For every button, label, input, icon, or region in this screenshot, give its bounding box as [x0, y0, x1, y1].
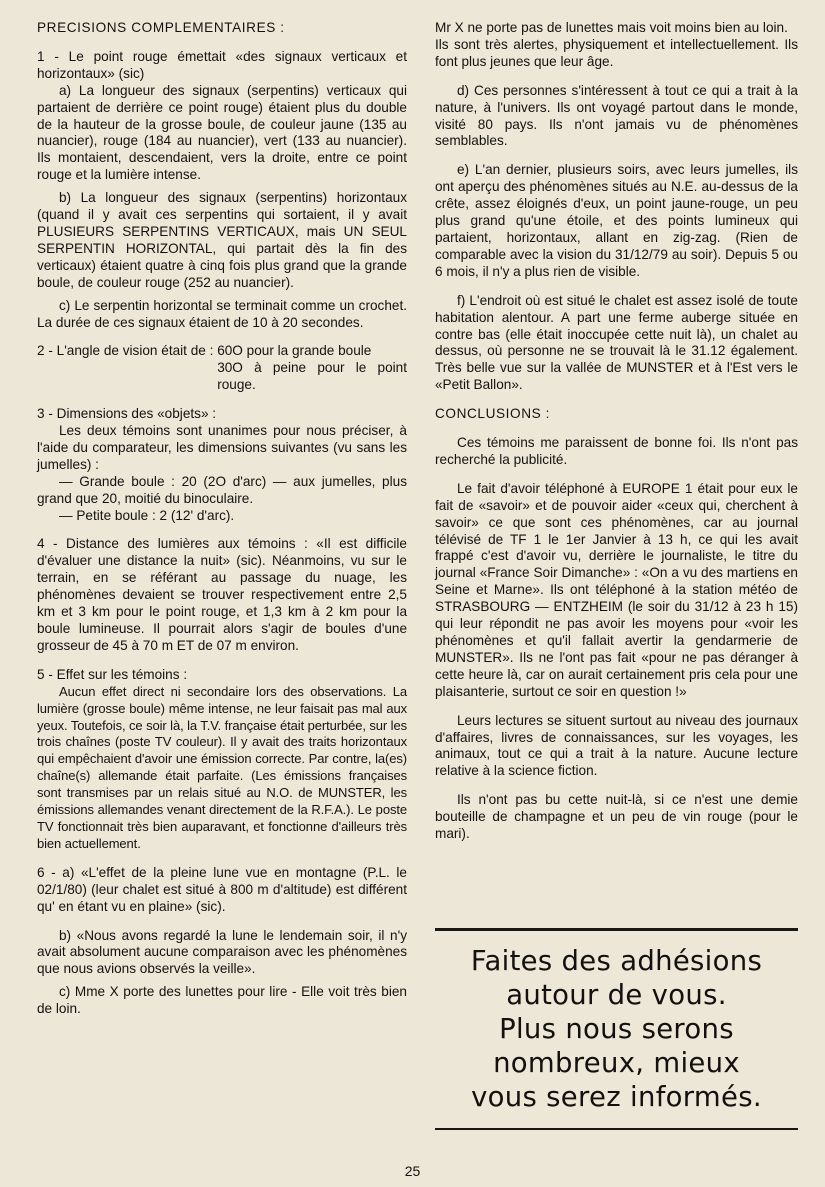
item-f: f) L'endroit où est situé le chalet est assez isolé de toute habitation alentour. A part une ferme auberge située en contre bas (elle était inoccupée cette nuit là), un chalet au dessus, où personne ne se trouvait là le 31.12 également. Très belle vue sur la vallée de MUNSTER et à l'Est vers le «Petit Ballon». — [435, 292, 798, 393]
item-6c: c) Mme X porte des lunettes pour lire - Elle voit très bien de loin. — [37, 984, 407, 1017]
promo-line-3: Plus nous serons — [499, 1013, 734, 1045]
promo-line-4: nombreux, mieux — [493, 1047, 740, 1079]
item-2-line-1: 60O pour la grande boule — [217, 343, 372, 359]
conclusions-heading: CONCLUSIONS : — [435, 406, 551, 422]
promo-line-2: autour de vous. — [506, 979, 727, 1011]
right-column — [435, 20, 798, 843]
page-number: 25 — [404, 1163, 421, 1179]
item-5-body: Aucun effet direct ni secondaire lors des observations. La lumière (grosse boule) même intense, ne leur faisait pas mal aux yeux. Toutefois, ce soir là, la T.V. française était perturbée, sur les trois chaînes (poste TV couleur). Il y avait des traits horizontaux qui empêchaient d'avoir une émission correcte. Par contre, la(es) chaîne(s) allemande était parfaite. (Les émissions françaises sont transmises par un relais situé au N.O. de MUNSTER, les émissions allemandes venant directement de la R.F.A.). Le poste TV fonctionnait très bien auparavant, et fonctionne d'ailleurs très bien actuellement. — [37, 683, 407, 851]
item-1c: c) Le serpentin horizontal se terminait comme un crochet. La durée de ces signaux étaient de 10 à 20 secondes. — [37, 297, 407, 330]
conclusion-1: Ces témoins me paraissent de bonne foi. Ils n'ont pas recherché la publicité. — [435, 435, 798, 467]
item-6b: b) «Nous avons regardé la lune le lendemain soir, il n'y avait absolument aucune comparaison avec les phénomènes que nous avions observés la veille». — [37, 927, 407, 977]
item-2-angle — [37, 343, 407, 394]
paragraph-glasses: Mr X ne porte pas de lunettes mais voit moins bien au loin. — [435, 20, 788, 35]
item-3-big-sphere: — Grande boule : 20 (2O d'arc) — aux jumelles, plus grand que 20, moitié du binoculaire. — [37, 473, 407, 506]
item-3-intro: 3 - Dimensions des «objets» : — [37, 406, 217, 422]
item-4-distance: 4 - Distance des lumières aux témoins : «Il est difficile d'évaluer une distance la nuit» (sic). Néanmoins, vu sur le terrain, en se référant au passage du nuage, les phénomènes devaient se trouver respectivement entre 2,5 km et 3 km pour le point rouge, et 1,3 km à 2 km pour la boule lumineuse. Il pourrait alors s'agir de boules d'une grosseur de 45 à 70 m ET de 07 m environ. — [37, 536, 407, 653]
item-6a: 6 - a) «L'effet de la pleine lune vue en montagne (P.L. le 02/1/80) (leur chalet est situé à 800 m d'altitude) est différent qu' en étant vu en plaine» (sic). — [37, 864, 407, 914]
promo-line-5: vous serez informés. — [471, 1081, 762, 1113]
conclusion-4: Ils n'ont pas bu cette nuit-là, si ce n'est une demie bouteille de champagne et un peu de vin rouge (pour le mari). — [435, 792, 798, 842]
item-d: d) Ces personnes s'intéressent à tout ce qui a trait à la nature, à l'univers. Ils ont voyagé partout dans le monde, visité 80 pays. Ils n'ont jamais vu de phénomènes semblables. — [435, 82, 798, 149]
item-e: e) L'an dernier, plusieurs soirs, avec leurs jumelles, ils ont aperçu des phénomènes situés au N.E. au-dessus de la crête, assez éloignés d'eux, un point jaune-rouge, un peu plus grand qu'une étoile, et des points lumineux qui partaient, horizontaux, allant en zig-zag. (Rien de comparable avec la vision du 31/12/79 au soir). Depuis 5 ou 6 mois, il n'y a plus rien de visible. — [435, 162, 798, 279]
conclusion-3: Leurs lectures se situent surtout au niveau des journaux d'affaires, livres de connaissances, sur les voyages, les animaux, tout ce qui a trait à la nature. Aucune lecture relative à la science fiction. — [435, 712, 798, 779]
item-3-body: Les deux témoins sont unanimes pour nous préciser, à l'aide du comparateur, les dimensions suivantes (vu sans les jumelles) : — [37, 423, 407, 472]
item-5-intro: 5 - Effet sur les témoins : — [37, 666, 188, 682]
left-column — [37, 20, 407, 1018]
item-1-intro: 1 - Le point rouge émettait «des signaux verticaux et horizontaux» (sic) — [37, 48, 407, 81]
paragraph-alert: Ils sont très alertes, physiquement et intellectuellement. Ils font plus jeunes que leur âge. — [435, 36, 798, 69]
item-2-line-2: 30O à peine pour le point rouge. — [217, 360, 407, 393]
promo-line-1: Faites des adhésions — [470, 945, 763, 977]
section-heading: PRECISIONS COMPLEMENTAIRES : — [37, 20, 285, 35]
promo-text — [435, 944, 798, 1114]
item-2-label: 2 - L'angle de vision était de : — [37, 343, 218, 359]
membership-promo — [435, 928, 798, 1130]
conclusion-2: Le fait d'avoir téléphoné à EUROPE 1 était pour eux le fait de «savoir» et de pouvoir aider «ceux qui, cherchent à savoir» ce que sont ces phénomènes, car au journal télévisé de TF 1 le 1er Janvier à 13 h, ce qui les avait frappé c'est d'avoir vu, derrière le journaliste, le titre du journal «France Soir Dimanche» : «On a vu des martiens en Seine et Marne». Ils ont téléphoné à la station météo de STRASBOURG — ENTZHEIM (le soir du 31/12 à 23 h 15) qui leur répondit ne pas avoir les moyens pour «voir les phénomènes et qu'il fallait avertir la gendarmerie de MUNSTER». Ils ne l'ont pas fait «pour ne pas déranger à cette heure là, car on aurait certainement pris cela pour une plaisanterie, surtout ce soir en question !» — [435, 480, 798, 699]
item-2-values — [217, 343, 407, 394]
item-1b: b) La longueur des signaux (serpentins) horizontaux (quand il y avait ces serpentins qui sortaient, il y avait PLUSIEURS SERPENTINS VERTICAUX, mais UN SEUL SERPENTIN HORIZONTAL, qui partait dès la fin des verticaux) étaient quatre à cinq fois plus grand que la grande boule, de couleur rouge (252 au nuancier). — [37, 190, 407, 290]
item-1a: a) La longueur des signaux (serpentins) verticaux qui partaient de derrière ce point rouge) étaient plus du double de la hauteur de la grosse boule, de couleur jaune (135 au nuancier), rouge (184 au nuancier), vert (133 au nuancier). Ils montaient, descendaient, vers la droite, entre ce point rouge et la lumière intense. — [37, 82, 407, 183]
item-3-small-sphere: — Petite boule : 2 (12' d'arc). — [59, 507, 235, 523]
